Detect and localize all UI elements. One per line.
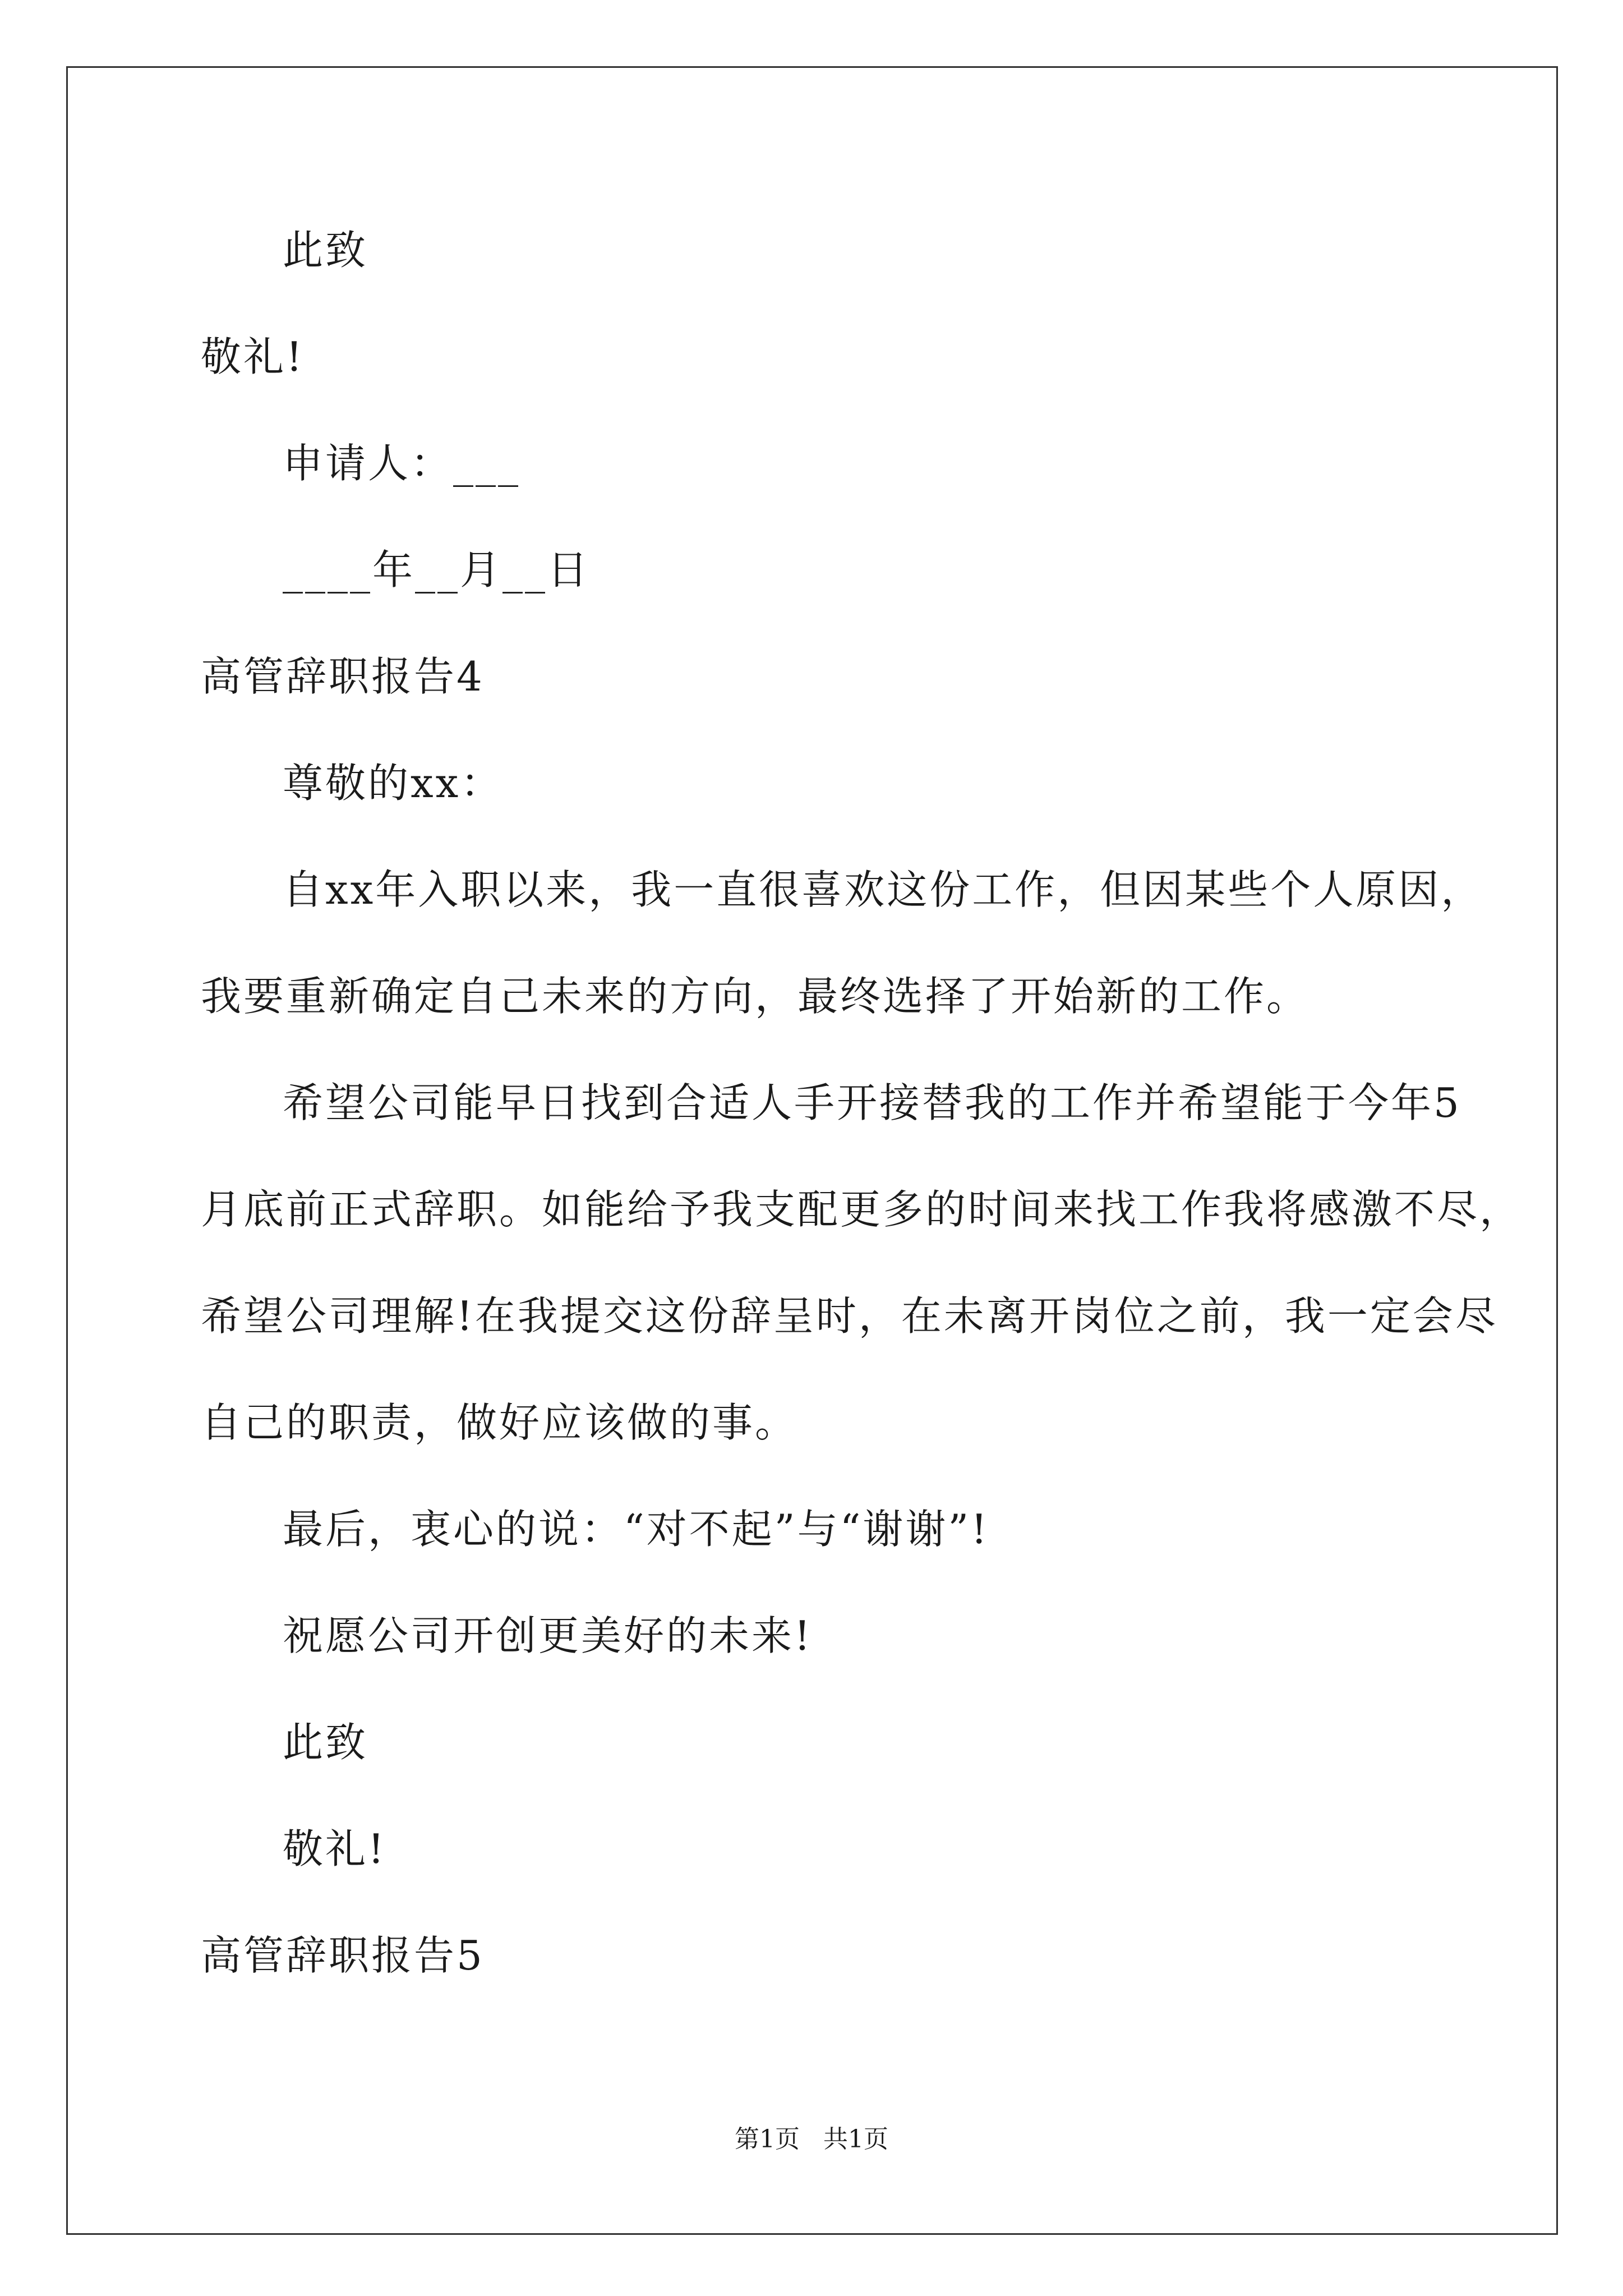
paragraph-line: 最后，衷心的说：“对不起”与“谢谢”! (283, 1506, 990, 1553)
paragraph-line: 祝愿公司开创更美好的未来! (283, 1612, 813, 1659)
closing-regards: 敬礼! (201, 333, 305, 380)
greeting: 尊敬的xx： (283, 760, 504, 807)
date-line: ____年__月__日 (283, 546, 591, 593)
paragraph-line: 希望公司理解!在我提交这份辞呈时，在未离开岗位之前，我一定会尽 (201, 1292, 1498, 1340)
section-heading-4: 高管辞职报告4 (201, 653, 485, 700)
paragraph-line: 月底前正式辞职。如能给予我支配更多的时间来找工作我将感激不尽， (201, 1186, 1523, 1233)
closing-regards: 敬礼! (283, 1825, 386, 1872)
section-heading-5: 高管辞职报告5 (201, 1932, 485, 1979)
page-footer: 第1页 共1页 (735, 2125, 888, 2154)
paragraph-line: 自己的职责，做好应该做的事。 (201, 1399, 798, 1446)
closing-salutation: 此致 (283, 1719, 368, 1766)
paragraph-line: 自xx年入职以来，我一直很喜欢这份工作，但因某些个人原因， (283, 866, 1484, 913)
applicant-line: 申请人：___ (283, 440, 521, 487)
paragraph-line: 希望公司能早日找到合适人手开接替我的工作并希望能于今年5 (283, 1079, 1461, 1126)
paragraph-line: 我要重新确定自己未来的方向，最终选择了开始新的工作。 (201, 973, 1310, 1020)
closing-salutation: 此致 (283, 227, 368, 274)
